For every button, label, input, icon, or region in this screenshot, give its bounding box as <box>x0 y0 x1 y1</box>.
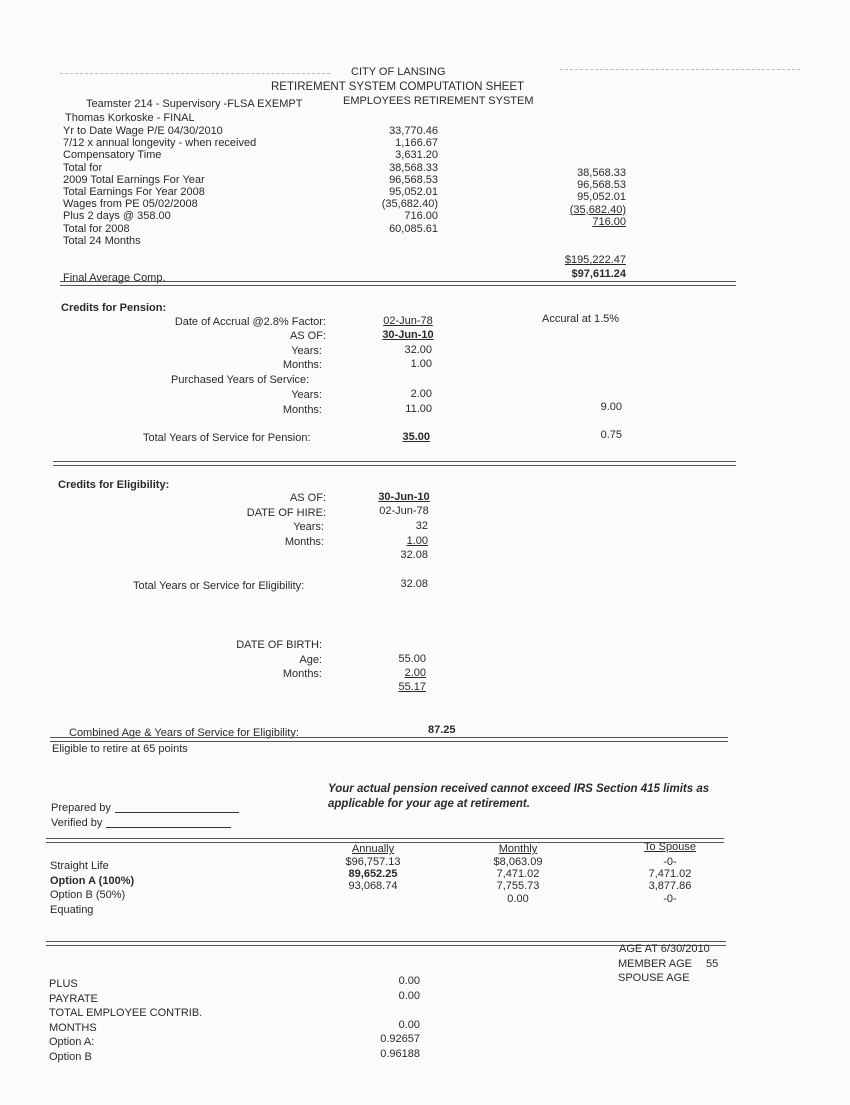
earnings-value: 38,568.33 <box>577 167 626 179</box>
accural-15-years: 0.75 <box>600 429 622 441</box>
elig-months-value: 1.00 <box>406 535 428 547</box>
purchased-label: Purchased Years of Service: <box>171 374 310 386</box>
eligibility-heading: Credits for Eligibility: <box>58 479 170 491</box>
benefit-annual <box>320 893 426 905</box>
earnings-value: (35,682.40) <box>381 198 438 211</box>
prepared-by-label: Prepared by <box>51 802 111 814</box>
earnings-label: Compensatory Time <box>63 149 162 162</box>
earnings-col1 <box>340 125 438 235</box>
pension-months-label: Months: <box>282 359 322 371</box>
section-divider <box>53 461 736 466</box>
system-label: EMPLOYEES RETIREMENT SYSTEM <box>343 95 534 107</box>
member-age-value: 55 <box>706 958 719 970</box>
age-months-value: 2.00 <box>404 667 426 679</box>
pension-total-value: 35.00 <box>402 431 430 443</box>
footer-value <box>370 1003 420 1018</box>
benefit-label: Option A (100%) <box>50 874 135 887</box>
header-rule-right <box>560 69 800 70</box>
earnings-value: (35,682.40) <box>569 203 626 216</box>
benefit-monthly: 7,755.73 <box>496 880 540 893</box>
verified-by-label: Verified by <box>51 817 103 829</box>
elig-total-label: Total Years or Service for Eligibility: <box>133 580 305 592</box>
header-rule-left <box>60 73 330 74</box>
footer-value: 0.00 <box>398 989 420 1002</box>
purchased-months-label: Months: <box>282 404 322 416</box>
pension-months-value: 1.00 <box>410 358 432 370</box>
pension-total-label: Total Years of Service for Pension: <box>143 432 311 444</box>
age-label: Age: <box>299 654 322 666</box>
combined-label: Combined Age & Years of Service for Eligibility: <box>69 727 299 739</box>
combined-value: 87.25 <box>428 724 456 736</box>
earnings-label: 2009 Total Earnings For Year <box>63 173 205 186</box>
earnings-value: 95,052.01 <box>577 191 626 204</box>
earnings-labels <box>63 125 256 247</box>
earnings-value: 60,085.61 <box>389 222 438 235</box>
header-monthly: Monthly <box>498 843 538 855</box>
purchased-years-value: 2.00 <box>410 388 432 400</box>
total-24-months-value: $195,222.47 <box>564 254 626 266</box>
earnings-label: 7/12 x annual longevity - when received <box>63 137 257 150</box>
irs-note-line1: Your actual pension received cannot exceed IRS Section 415 limits as <box>328 783 710 795</box>
footer-label: MONTHS <box>49 1021 97 1034</box>
benefit-label: Equating <box>50 903 94 916</box>
elig-asof-date: 30-Jun-10 <box>378 491 430 503</box>
footer-label: Option A: <box>49 1036 95 1048</box>
footer-labels <box>49 977 202 1064</box>
elig-months-label: Months: <box>284 536 324 548</box>
earnings-label: Yr to Date Wage P/E 04/30/2010 <box>63 125 223 137</box>
elig-years-label: Years: <box>293 521 324 533</box>
earnings-value: 95,052.01 <box>389 185 438 198</box>
earnings-label: Plus 2 days @ 358.00 <box>63 210 171 223</box>
benefit-monthly: 0.00 <box>507 892 529 905</box>
elig-years-value: 32 <box>415 520 428 532</box>
earnings-value: 716.00 <box>404 210 438 223</box>
footer-value: 0.00 <box>398 975 420 987</box>
age-value: 55.00 <box>398 653 426 665</box>
earnings-value: 96,568.53 <box>577 179 626 192</box>
sheet-title: RETIREMENT SYSTEM COMPUTATION SHEET <box>271 81 525 93</box>
header-to-spouse: To Spouse <box>644 841 696 853</box>
pension-asof-date: 30-Jun-10 <box>382 329 434 341</box>
earnings-label: Total 24 Months <box>63 234 141 247</box>
footer-value: 0.96188 <box>380 1047 420 1060</box>
earnings-value: 96,568.53 <box>389 173 438 186</box>
benefit-monthly-col <box>466 856 570 905</box>
footer-values <box>370 974 420 1061</box>
elig-sum-value: 32.08 <box>400 549 428 561</box>
earnings-label: Total Earnings For Year 2008 <box>63 185 205 198</box>
accrual-label: Date of Accrual @2.8% Factor: <box>174 316 326 328</box>
pension-years-value: 32.00 <box>404 344 432 356</box>
footer-value: 0.92657 <box>380 1033 420 1045</box>
earnings-value: 3,631.20 <box>395 149 438 162</box>
pension-years-label: Years: <box>291 345 322 357</box>
benefit-spouse-col <box>620 856 720 905</box>
earnings-label: Total for 2008 <box>63 222 130 235</box>
benefit-annual: 93,068.74 <box>348 880 398 893</box>
accural-15-label: Accural at 1.5% <box>542 313 620 325</box>
benefit-labels <box>50 859 134 917</box>
accrual-date: 02-Jun-78 <box>383 315 433 327</box>
age-months-label: Months: <box>282 668 322 680</box>
benefit-spouse: -0- <box>663 892 677 905</box>
header-annually: Annually <box>351 843 395 855</box>
city-title: CITY OF LANSING <box>351 66 446 78</box>
age-at-label: AGE AT 6/30/2010 <box>619 943 710 955</box>
final-average-value: $97,611.24 <box>571 268 626 280</box>
benefit-monthly: 7,471.02 <box>496 868 540 881</box>
benefit-monthly: $8,063.09 <box>493 856 543 868</box>
benefit-label: Option B (50%) <box>50 889 126 901</box>
benefit-spouse: -0- <box>663 856 677 868</box>
section-divider <box>60 281 736 286</box>
benefit-annual: $96,757.13 <box>345 856 401 868</box>
age-total-value: 55.17 <box>398 681 426 693</box>
earnings-value: 1,166.67 <box>395 137 438 150</box>
irs-note-line2: applicable for your age at retirement. <box>328 798 530 810</box>
earnings-label: Wages from PE 05/02/2008 <box>63 198 198 211</box>
footer-value: 0.00 <box>398 1018 420 1031</box>
footer-label: PLUS <box>49 978 78 990</box>
accural-15-months: 9.00 <box>600 401 622 413</box>
footer-label: Option B <box>49 1050 92 1063</box>
spouse-age-label: SPOUSE AGE <box>618 972 690 984</box>
footer-label: TOTAL EMPLOYEE CONTRIB. <box>49 1007 203 1019</box>
hire-label: DATE OF HIRE: <box>246 507 326 519</box>
elig-total-value: 32.08 <box>400 578 428 590</box>
earnings-value: 38,568.33 <box>389 161 438 174</box>
eligible-note: Eligible to retire at 65 points <box>52 743 188 755</box>
earnings-value: 716.00 <box>592 215 626 228</box>
purchased-years-label: Years: <box>291 389 322 401</box>
hire-date: 02-Jun-78 <box>379 505 429 517</box>
earnings-value: 33,770.46 <box>389 125 438 137</box>
benefit-spouse: 7,471.02 <box>648 868 692 881</box>
elig-asof-label: AS OF: <box>289 492 326 504</box>
dob-label: DATE OF BIRTH: <box>236 639 322 651</box>
verified-by-line[interactable] <box>106 827 231 828</box>
earnings-label: Total for <box>63 161 103 174</box>
purchased-months-value: 11.00 <box>405 403 432 415</box>
footer-label: PAYRATE <box>49 992 98 1005</box>
prepared-by-line[interactable] <box>115 812 239 813</box>
final-average-label: Final Average Comp. <box>63 272 166 284</box>
benefit-annual: 89,652.25 <box>348 868 398 881</box>
employee-name: Thomas Korkoske - FINAL <box>65 112 195 124</box>
earnings-col2 <box>530 167 626 228</box>
member-age-label: MEMBER AGE <box>618 958 692 970</box>
section-divider <box>50 737 728 742</box>
union-label: Teamster 214 - Supervisory -FLSA EXEMPT <box>86 98 303 110</box>
benefit-spouse: 3,877.86 <box>648 880 692 893</box>
pension-heading: Credits for Pension: <box>61 302 167 314</box>
pension-asof-label: AS OF: <box>289 330 326 342</box>
benefit-label: Straight Life <box>50 860 109 872</box>
benefit-annual-col <box>320 856 426 905</box>
